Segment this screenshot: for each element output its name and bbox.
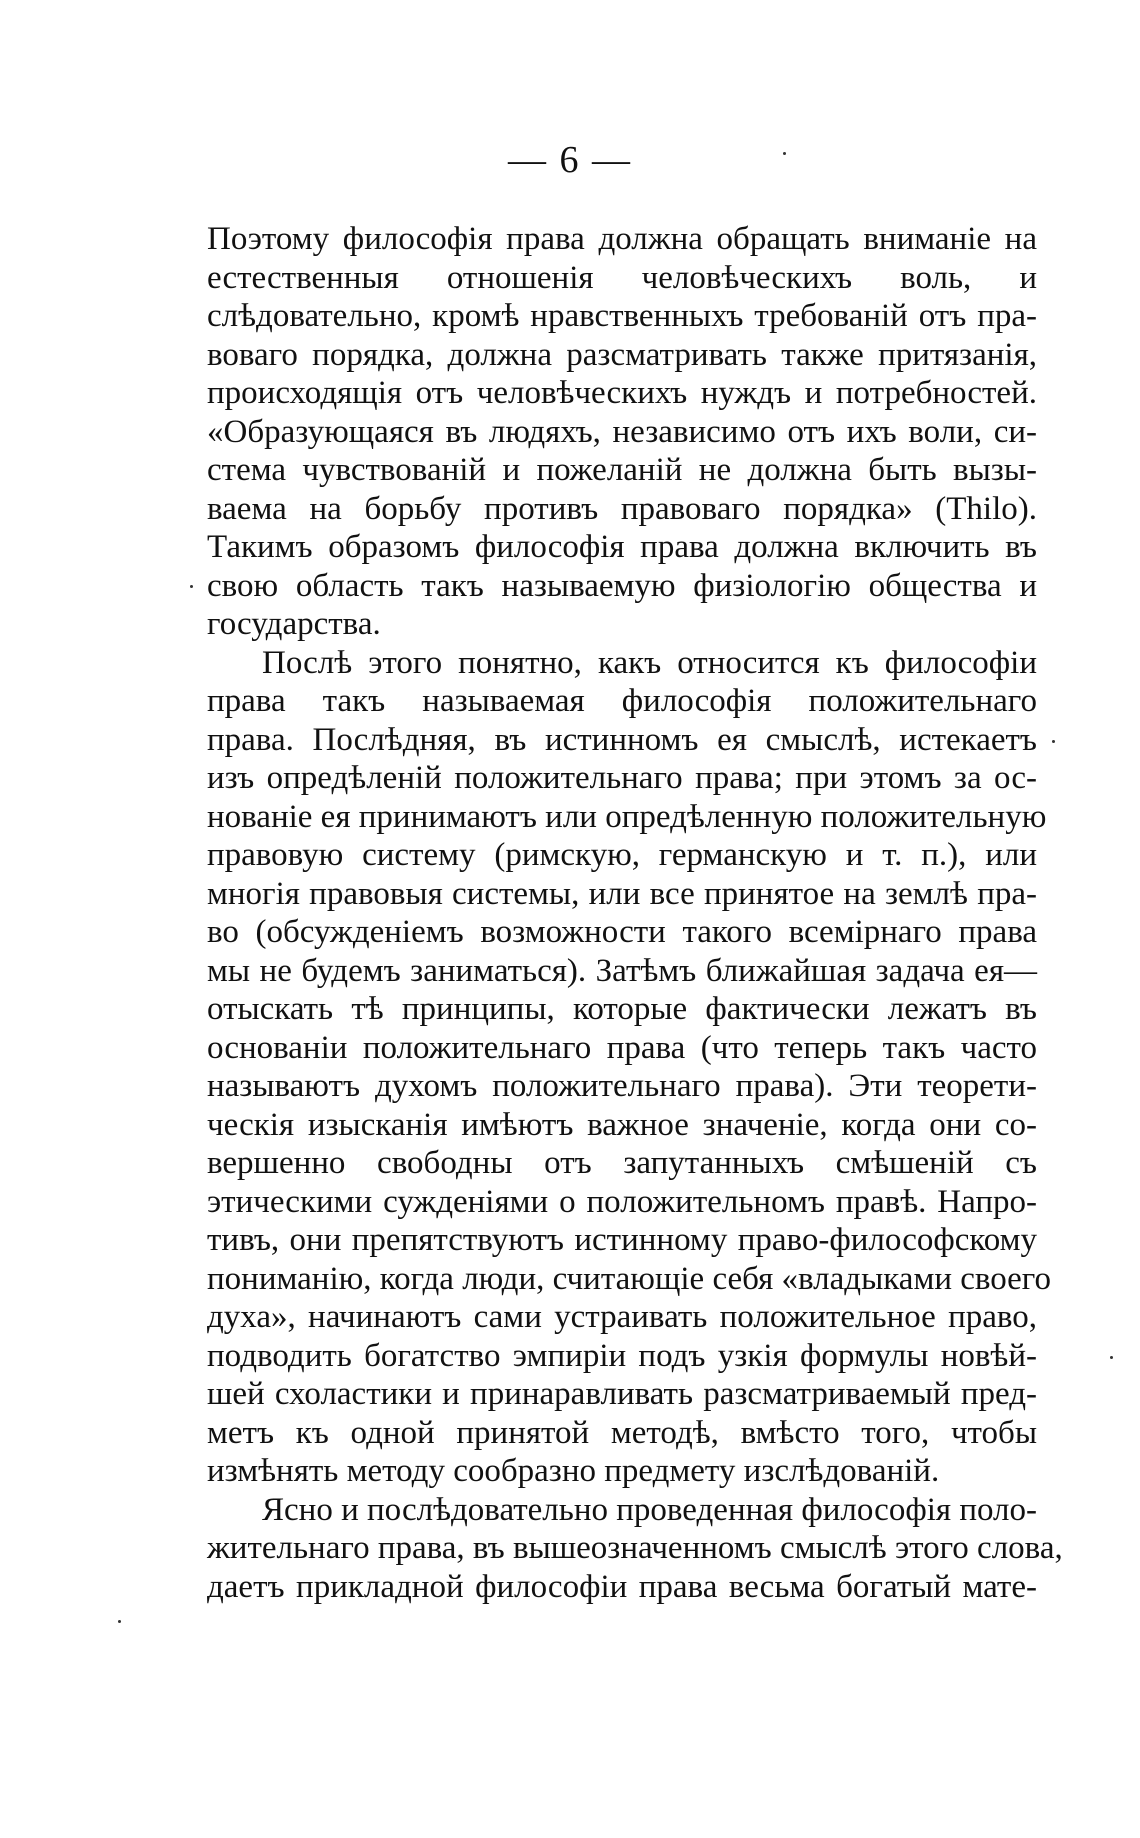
text-line: Ясно и послѣдовательно проведенная философія поло- [262,1491,1037,1528]
text-line: измѣнять методу сообразно предмету изслѣдованій. [207,1453,940,1489]
text-line: ваема на борьбу противъ правоваго порядка» (Thilo). [207,490,1037,527]
text-line: многія правовыя системы, или все принятое на землѣ пра- [207,875,1037,912]
text-line: государства. [207,606,381,642]
text-line: происходящія отъ человѣческихъ нуждъ и потребностей. [207,375,1037,411]
page-number: — 6 — [508,139,632,181]
text-line: слѣдовательно, кромѣ нравственныхъ требованій отъ пра- [207,298,1037,334]
text-line: духа», начинаютъ сами устраивать положительное право, [207,1299,1037,1335]
body-text [207,220,1063,1606]
text-line: нованіе ея принимаютъ или опредѣленную положительную [207,798,1047,835]
text-line: отыскать тѣ принципы, которые фактически лежатъ въ [207,991,1037,1027]
print-speck [118,1620,121,1623]
text-line: жительнаго права, въ вышеозначенномъ смыслѣ этого слова, [207,1530,1063,1566]
text-line: вершенно свободны отъ запутанныхъ смѣшеній съ [207,1145,1037,1181]
text-line: правовую систему (римскую, германскую и т. п.), или [207,837,1037,873]
text-line: Поэтому философія права должна обращать вниманіе на [207,221,1037,257]
text-line: метъ къ одной принятой методѣ, вмѣсто того, чтобы [207,1414,1037,1451]
text-line: свою область такъ называемую физіологію общества и [207,567,1037,604]
print-speck [1110,1356,1113,1359]
text-line: воваго порядка, должна разсматривать также притязанія, [207,336,1037,373]
text-line: стема чувствованій и пожеланій не должна быть вызы- [207,452,1037,488]
text-line: называютъ духомъ положительнаго права). Эти теорети- [207,1068,1037,1104]
text-line: Послѣ этого понятно, какъ относится къ философіи [262,644,1037,681]
print-speck [1052,740,1055,743]
print-speck [783,152,786,155]
text-line: изъ опредѣленій положительнаго права; при этомъ за ос- [207,760,1037,796]
text-line: мы не будемъ заниматься). Затѣмъ ближайшая задача ея— [207,952,1037,989]
text-line: тивъ, они препятствуютъ истинному право-философскому [207,1222,1037,1258]
text-line: даетъ прикладной философіи права весьма богатый мате- [207,1568,1037,1605]
text-line: естественныя отношенія человѣческихъ воль, и [207,259,1037,296]
print-speck [190,585,193,588]
text-line: основаніи положительнаго права (что теперь такъ часто [207,1029,1037,1066]
text-line: пониманію, когда люди, считающіе себя «владыками своего [207,1260,1051,1297]
text-line: Такимъ образомъ философія права должна включить въ [207,529,1037,565]
text-line: этическими сужденіями о положительномъ правѣ. Напро- [207,1183,1037,1220]
text-line: ческія изысканія имѣютъ важное значеніе, когда они со- [207,1106,1037,1143]
text-line: права такъ называемая философія положительнаго [207,683,1037,719]
text-line: подводить богатство эмпиріи подъ узкія формулы новѣй- [207,1337,1037,1374]
text-line: во (обсужденіемъ возможности такого всемірнаго права [207,914,1037,950]
text-line: шей схоластики и принаравливать разсматриваемый пред- [207,1376,1037,1412]
text-line: права. Послѣдняя, въ истинномъ ея смыслѣ, истекаетъ [207,721,1037,758]
text-line: «Образующаяся въ людяхъ, независимо отъ ихъ воли, си- [207,413,1037,450]
